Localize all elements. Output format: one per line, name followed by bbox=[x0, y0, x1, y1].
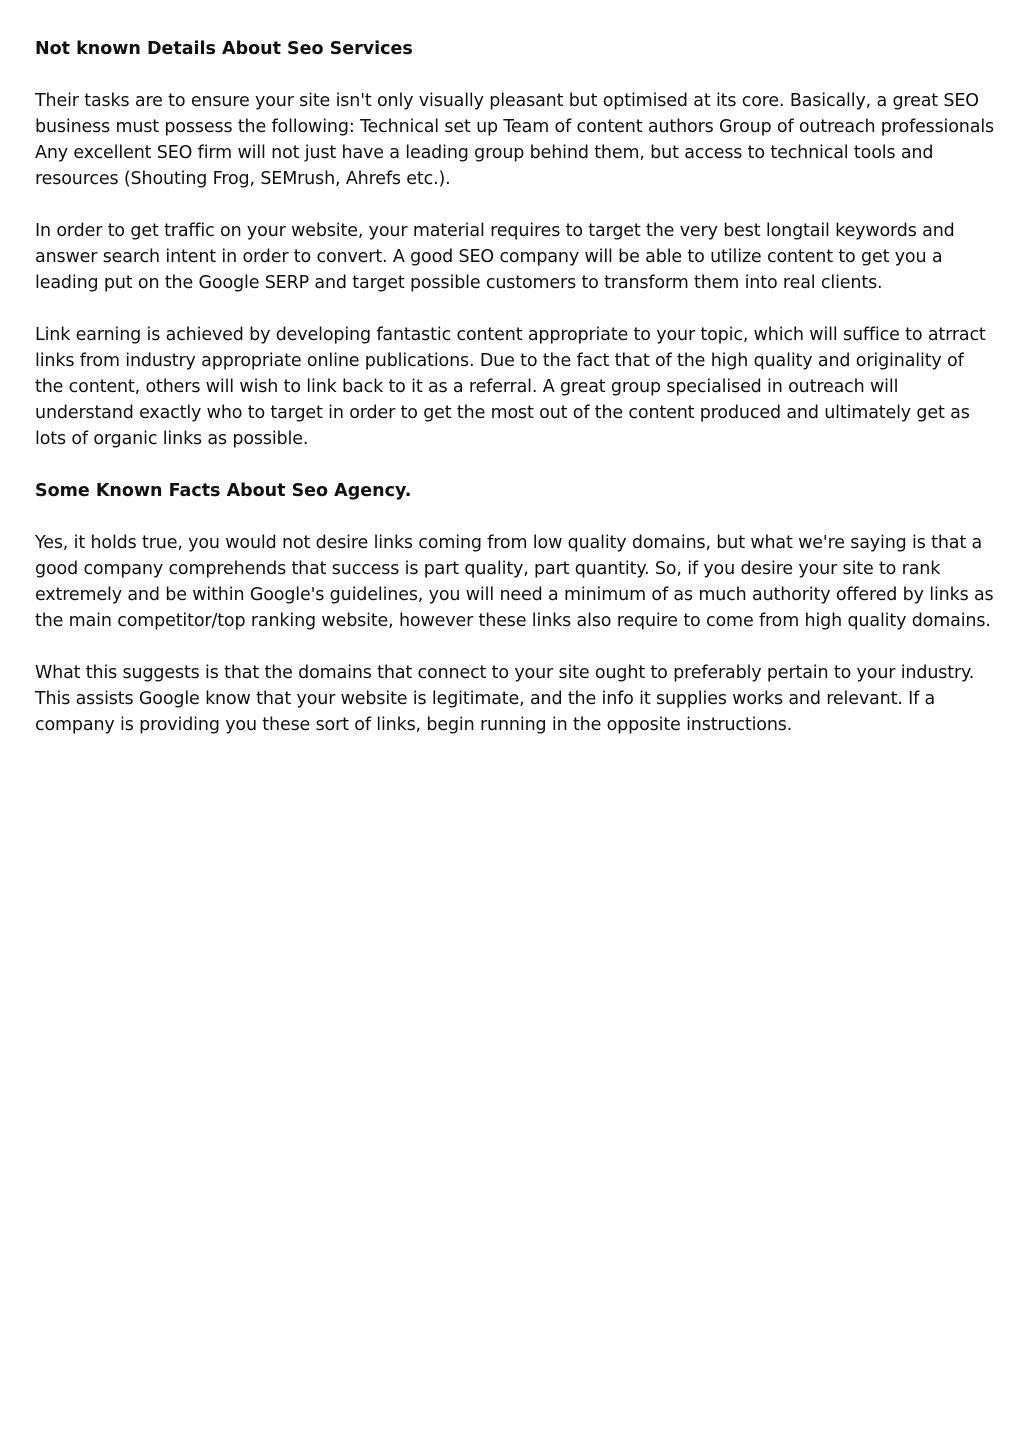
document-page bbox=[35, 36, 995, 764]
body-paragraph: Their tasks are to ensure your site isn't only visually pleasant but optimised at its core. Basically, a great SEO business must possess the following: Technical set up Team of content authors Group of outreach professionals Any excellent SEO firm will not just have a leading group behind them, but access to technical tools and resources (Shouting Frog, SEMrush, Ahrefs etc.). bbox=[35, 91, 995, 189]
section-heading: Not known Details About Seo Services bbox=[35, 39, 413, 59]
section-heading: Some Known Facts About Seo Agency. bbox=[35, 481, 412, 501]
body-paragraph: Yes, it holds true, you would not desire links coming from low quality domains, but what we're saying is that a good company comprehends that success is part quality, part quantity. So, if you desire your site to rank extremely and be within Google's guidelines, you will need a minimum of as much authority offered by links as the main competitor/top ranking website, however these links also require to come from high quality domains. bbox=[35, 533, 994, 631]
body-paragraph: In order to get traffic on your website, your material requires to target the very best longtail keywords and answer search intent in order to convert. A good SEO company will be able to utilize content to get you a leading put on the Google SERP and target possible customers to transform them into real clients. bbox=[35, 221, 955, 293]
body-paragraph: Link earning is achieved by developing fantastic content appropriate to your topic, which will suffice to atrract links from industry appropriate online publications. Due to the fact that of the high quality and originality of the content, others will wish to link back to it as a referral. A great group specialised in outreach will understand exactly who to target in order to get the most out of the content produced and ultimately get as lots of organic links as possible. bbox=[35, 325, 986, 449]
section-seo-agency bbox=[35, 478, 995, 738]
section-seo-services bbox=[35, 36, 995, 452]
body-paragraph: What this suggests is that the domains that connect to your site ought to preferably pertain to your industry. This assists Google know that your website is legitimate, and the info it supplies works and relevant. If a company is providing you these sort of links, begin running in the opposite instructions. bbox=[35, 663, 975, 735]
